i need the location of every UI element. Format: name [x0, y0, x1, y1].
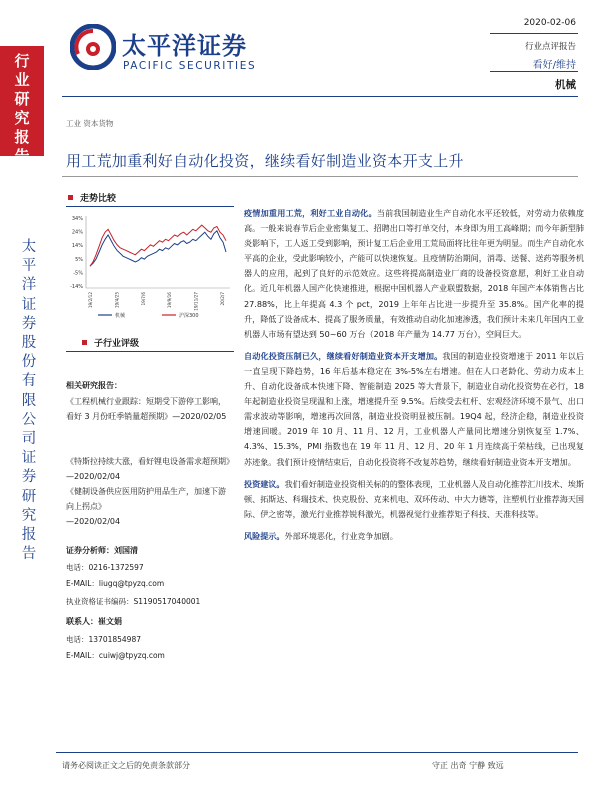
divider	[490, 71, 578, 72]
series-line-2	[90, 225, 226, 266]
y-tick-label: -5%	[73, 270, 83, 277]
title-divider	[62, 176, 578, 177]
x-tick-label: 20/2/7	[220, 292, 225, 306]
paragraph-3: 投资建议。我们看好制造业投资相关标的的整体表现，工业机器人及自动化推荐汇川技术、埃斯顿、拓斯达、科瑞技术、快克股份、克来机电、双环传动、中大力德等，注塑机行业推荐海天国际、伊之密等，激光行业推荐锐科激光，机器视觉行业推荐矩子科技、天准科技等。	[244, 478, 584, 519]
related-report-3[interactable]: 《健制设备供应医用防护用品生产，加速下游向上拐点》 —2020/02/04	[66, 487, 226, 526]
x-tick-label: 19/7/6	[140, 292, 146, 306]
pacific-securities-logo-icon	[70, 24, 116, 70]
y-axis-ticks	[70, 216, 83, 290]
company-vertical-title: 太平洋证券股份有限公司证券研究报告	[21, 239, 37, 563]
report-body	[244, 206, 584, 544]
paragraph-2: 自动化投资压制已久，继续看好制造业资本开支增加。我国的制造业投资增速于 2011 年以后一直呈现下降趋势，16 年后基本稳定在 3%-5%左右增速。但在人口老龄化、劳动力成本上升、自动化设备成本快速下降、智能制造 2025 等大背景下，制造业自动化投资势在必行，18 年起制造业投资呈现温和上涨，增速提升至 9.5%。后续受去杠杆、宏观经济环境不景气、出口需求波动等影响，增速再次回落，制造业投资明显被压制。19Q4 起，经济企稳，制造业投资增速回暖。2019 年 10 月、11 月、12 月，工业机器人产量同比增速分别恢复至 1.7%、4.3%、15.3%，PMI 指数也在 19 年 11 月、12 月、20 年 1 月连续高于荣枯线，已出现复苏迹象。我们预计疫情结束后，自动化投资将不改复苏趋势，继续看好制造业资本开支增加。	[244, 350, 584, 467]
paragraph-1: 疫情加重用工荒，利好工业自动化。当前我国制造业生产自动化水平还较低，对劳动力依赖度高。一般来说春节后企业密集复工、招聘出口等打单交付，本身即为用工高峰期；而今年新型肺炎影响下，工人返工受到影响，预计复工后企业用工荒局面将比往年更为明显。而生产自动化水平高的企业，受此影响较小，产能可以快速恢复。且疫情防治期间，消毒、送餐、送药等服务机器人的应用，起到了良好的示范效应。这些将提高制造业厂商的设备投资意愿，利好工业自动化。近几年机器人国产化快速推进，根据中国机器人产业联盟数据，2018 年国产本体销售占比 27.88%，比上年提高 4.3 个 pct，2019 上年年占比进一步提升至 35.8%。国产化率的提升，降低了设备成本、提高了服务质量，有效推动自动化加速渗透，我们预计未来几年国内工业机器人市场有望达到 50~60 万台（2018 年产量为 14.77 万台），空间巨大。	[244, 208, 584, 339]
y-tick-label: 14%	[71, 243, 83, 250]
logo-name-cn: 太平洋证券	[122, 32, 247, 60]
section-marker	[68, 195, 73, 200]
y-tick-label: 5%	[75, 256, 83, 263]
section-marker	[82, 340, 87, 345]
section-heading-trend: 走势比较	[80, 194, 117, 204]
legend-label: 机械	[115, 313, 126, 319]
related-report-1[interactable]: 《工程机械行业跟踪：短期受下游停工影响，看好 3 月份旺季销量超预期》—2020/02/05	[66, 397, 227, 421]
trend-chart	[64, 210, 234, 320]
rating-badge: 看好/维持	[532, 60, 576, 71]
footer-divider	[56, 752, 578, 753]
industry-label: 机械	[555, 79, 576, 91]
footer-disclaimer: 请务必阅读正文之后的免责条款部分	[62, 761, 190, 770]
related-report-2[interactable]: 《特斯拉持续大涨，看好锂电设备需求超预期》—2020/02/04	[66, 457, 234, 481]
x-tick-label: 19/4/25	[114, 292, 120, 309]
analyst-phone: 电话：0216-1372597	[66, 563, 144, 572]
contact-name: 联系人：崔文娟	[66, 617, 122, 626]
series-line-1	[90, 231, 226, 266]
report-date: 2020-02-06	[523, 18, 576, 28]
x-tick-label: 19/9/16	[167, 292, 173, 309]
contact-email[interactable]: E-MAIL：cuiwj@tpyzq.com	[66, 651, 165, 660]
footer-motto: 守正 出奇 宁静 致远	[432, 761, 504, 770]
analyst-license: 执业资格证书编码：S1190517040001	[66, 597, 201, 606]
y-tick-label: 34%	[71, 216, 83, 222]
contact-phone: 电话：13701854987	[66, 635, 141, 644]
y-tick-label: 24%	[71, 229, 83, 236]
x-tick-label: 19/11/27	[193, 292, 199, 311]
logo-name-en: PACIFIC SECURITIES	[123, 60, 257, 72]
paragraph-4: 风险提示。外部环境恶化，行业竞争加剧。	[244, 530, 398, 541]
y-tick-label: -14%	[70, 284, 83, 290]
section-divider	[66, 351, 234, 352]
report-category-label: 行业研究报告	[14, 52, 30, 165]
page-title: 用工荒加重利好自动化投资，继续看好制造业资本开支上升	[66, 152, 464, 170]
section-heading-sub-rating: 子行业评级	[94, 339, 140, 349]
analyst-name: 证券分析师：刘国清	[66, 546, 138, 555]
analyst-email[interactable]: E-MAIL：liugq@tpyzq.com	[66, 579, 165, 588]
header-divider	[62, 96, 578, 97]
related-reports-heading: 相关研究报告：	[66, 381, 122, 390]
report-type: 行业点评报告	[524, 42, 576, 52]
x-tick-label: 19/2/12	[88, 292, 93, 309]
divider	[490, 33, 578, 34]
section-divider	[66, 206, 234, 207]
breadcrumb: 工业 资本货物	[66, 119, 114, 128]
legend-label: 沪深300	[179, 313, 199, 319]
